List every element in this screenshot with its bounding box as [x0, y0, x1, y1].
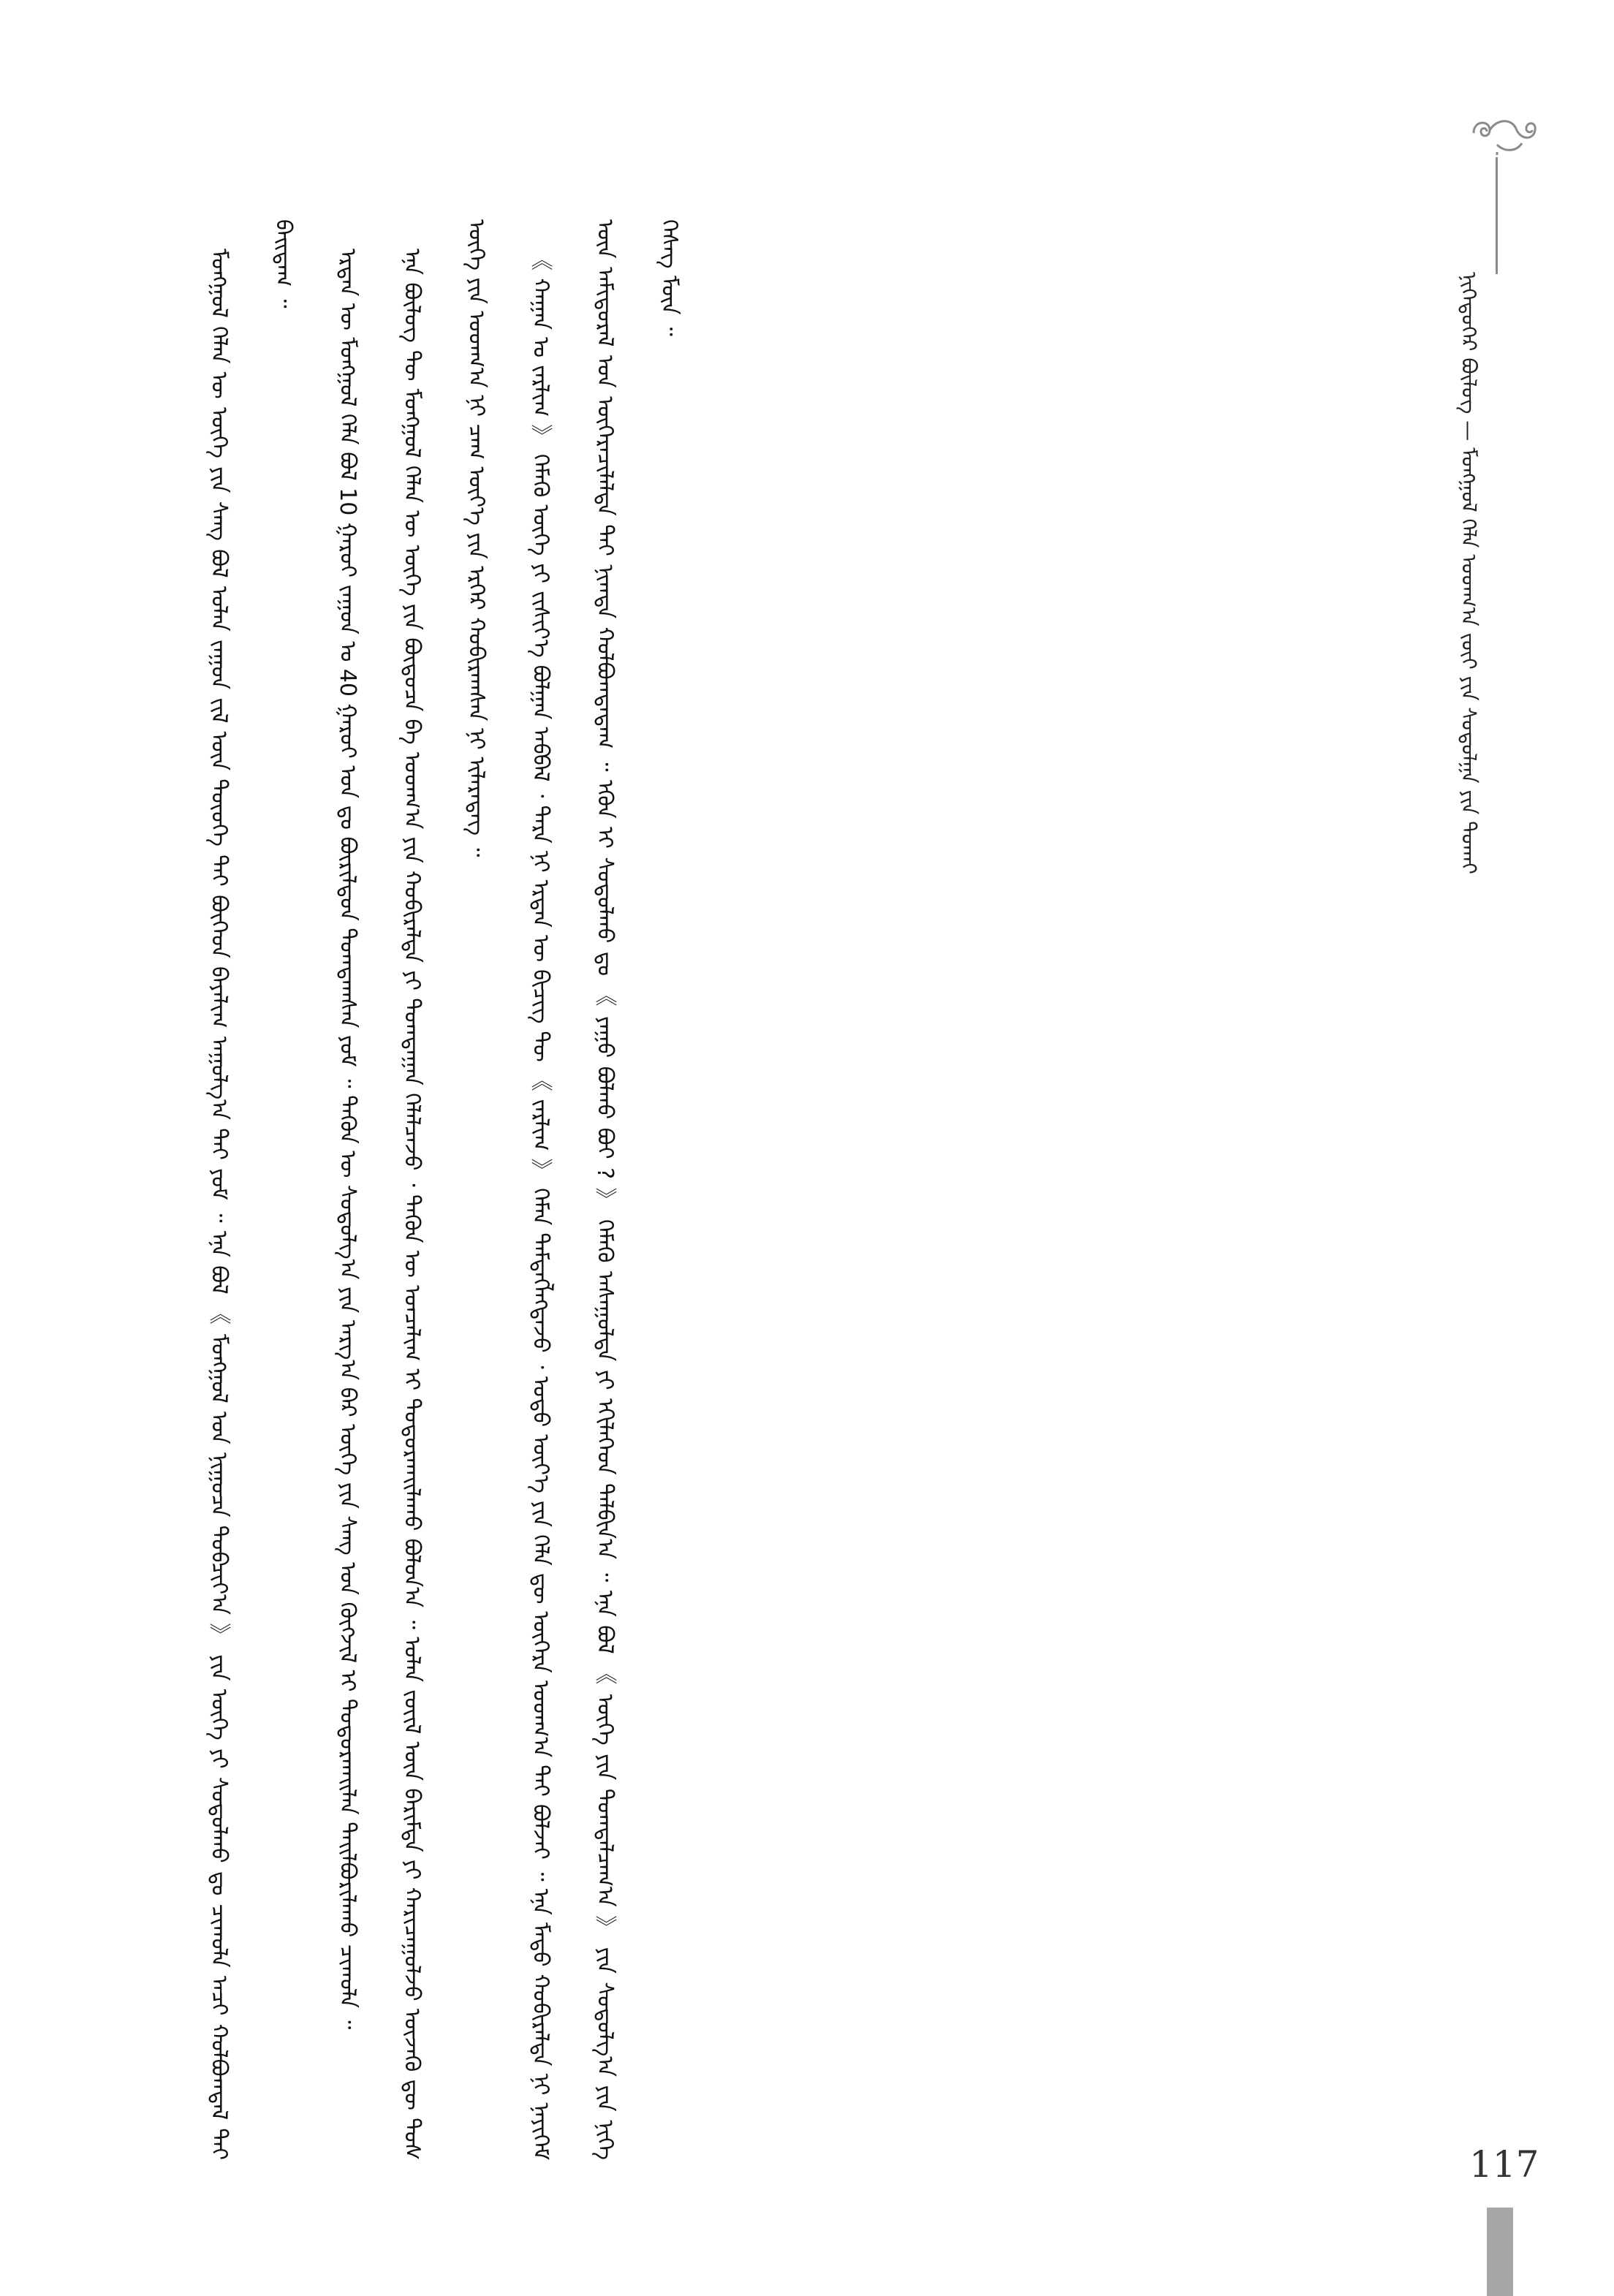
header-ornament-icon — [1468, 111, 1548, 155]
page-side-tab — [1487, 2208, 1513, 2296]
paragraph: 《 ᠬᠠᠭᠠᠨ ᠤ ᠵᠠᠷᠯᠢᠭ 》 ᠬᠡᠮᠡᠬᠦ ᠦᠭᠡ ᠶᠢ ᠵᠢᠱᠢᠶ᠎ᠡ ᠪᠣᠯᠭᠠᠨ ᠠᠪᠪᠠᠯ ᠂ ᠲᠡᠷᠡ ᠨᠢ ᠡᠷᠲᠡᠨ ᠦ ᠪᠢᠴᠢᠭ ᠲᠦ 《 ᠵᠠᠷᠯᠢᠭ 》 ᠬᠡᠮᠡᠨ ᠲᠡᠮᠳᠡᠭᠯᠡᠭᠳᠡᠵᠦ ᠂ ᠣᠳᠣ ᠦᠶ᠎ᠡ ᠶᠢᠨ ᠬᠡᠯᠡ ᠳᠦ ᠥᠭᠡᠷᠡ ᠤᠳᠬ᠎ᠠ ᠲᠠᠢ ᠪᠣᠯᠵᠠᠢ ᠃ ᠡᠨᠡ ᠮᠡᠲᠦ ᠬᠤᠪᠢᠷᠠᠯᠲᠠ ᠨᠢ ᠨᠡᠶᠢᠭᠡᠮ ᠦᠨ ᠠᠮᠢᠳᠤᠷᠠᠯ ᠤᠨ ᠥᠭᠡᠷᠡᠴᠢᠯᠡᠯᠲᠡ ᠲᠠᠢ ᠨᠢᠭᠲᠠ ᠬᠣᠯᠪᠣᠭᠳᠠᠳᠠᠭ ᠃ ᠡᠭᠦᠨ ᠢ ᠰᠤᠳᠤᠯᠬᠤ ᠳᠤ 《 ᠶᠠᠭᠤ ᠪᠣᠯᠬᠤ ᠪᠤᠢ ? 》 ᠬᠡᠮᠡᠬᠦ ᠠᠰᠠᠭᠤᠯᠲᠠ ᠶᠢ ᠡᠬᠢᠯᠡᠭᠡᠳ ᠲᠠᠯᠪᠢᠨ᠎ᠠ ᠃ ᠡᠨᠡ ᠪᠣᠯ 《 ᠦᠭᠡ ᠶᠢᠨ ᠲᠣᠭᠲᠠᠯᠴᠠᠭ᠎ᠠ 》 ᠶᠢᠨ ᠰᠤᠳᠤᠯᠭ᠎ᠠ ᠶᠢᠨ ᠨᠢᠭᠡ ᠬᠡᠰᠡᠭ ᠮᠥᠨ ᠃ — [528, 219, 682, 2160]
header-rule — [1496, 157, 1498, 274]
paragraph: ᠮᠣᠩᠭᠣᠯ ᠬᠡᠯᠡᠨ ᠦ ᠦᠭᠡ ᠶᠢᠨ ᠰᠠᠩ ᠪᠣᠯ ᠣᠯᠠᠨ ᠵᠠᠭᠤᠨ ᠵᠢᠯ ᠦᠨ ᠲᠦᠦᠬᠡ ᠲᠠᠢ ᠪᠥᠭᠡᠳ ᠪᠠᠶᠠᠯᠢᠭ ᠠᠭᠤᠯᠭ᠎ᠠ ᠲᠠᠢ ᠶᠤᠮ ᠃ ᠡᠨᠡ ᠪᠣᠯ 《 ᠮᠣᠩᠭᠣᠯ ᠤᠨ ᠨᠢᠭᠤᠴᠠ ᠲᠣᠪᠴᠢᠶ᠎ᠠ 》 ᠶᠢᠨ ᠦᠭᠡ ᠶᠢ ᠰᠤᠳᠤᠯᠬᠤ ᠳᠤ ᠴᠢᠬᠤᠯᠠ ᠠᠴᠢ ᠬᠣᠯᠪᠣᠭᠳᠠᠯ ᠲᠠᠢ ᠪᠠᠢᠳᠠᠭ ᠃ — [206, 219, 296, 2160]
page-number: 117 — [1469, 2143, 1539, 2186]
running-title: ᠨᠢᠭᠡᠳᠦᠭᠡᠷ ᠪᠦᠯᠦᠭ — ᠮᠣᠩᠭᠣᠯ ᠬᠡᠯᠡ ᠤᠳᠬ᠎ᠠ ᠵᠦᠢ ᠶᠢᠨ ᠰᠤᠳᠤᠯᠭᠠ ᠶᠢᠨ ᠲᠤᠬᠠᠢ — [1457, 272, 1481, 874]
paragraph: ᠡᠷᠲᠡᠨ ᠦ ᠮᠣᠩᠭᠣᠯ ᠬᠡᠯᠡ ᠪᠣᠯ 10 ᠭᠠᠷᠤᠢ ᠵᠠᠭᠤᠨ ᠤ 40 ᠭᠠᠷᠤᠢ ᠣᠨ ᠳᠤ ᠪᠦᠷᠢᠯᠳᠦᠨ ᠲᠣᠭᠲᠠᠭᠰᠠᠨ ᠶᠤᠮ ᠃ ᠲᠡᠭᠦᠨ ᠦ ᠰᠤᠳᠤᠯᠭ᠎ᠠ ᠶᠢᠨ ᠠᠷᠭ᠎ᠠ ᠪᠠᠷ ᠦᠭᠡ ᠶᠢᠨ ᠰᠠᠩ ᠤᠨ ᠬᠥᠭᠵᠢᠯ ᠢ ᠲᠣᠳᠣᠷᠬᠠᠢᠯᠠᠨ ᠲᠠᠢᠯᠪᠤᠷᠢᠯᠠᠬᠤ ᠴᠢᠬᠤᠯᠠ ᠃ — [335, 249, 360, 2030]
paragraph: ᠡᠨᠡ ᠪᠦᠯᠦᠭ ᠲᠦ ᠮᠣᠩᠭᠣᠯ ᠬᠡᠯᠡᠨ ᠦ ᠦᠭᠡ ᠶᠢᠨ ᠪᠦᠲᠦᠴᠡ ᠪᠠ ᠤᠳᠬ᠎ᠠ ᠶᠢᠨ ᠬᠤᠪᠢᠷᠠᠯᠲᠠ ᠶᠢ ᠲᠣᠭᠲᠠᠭᠠᠨ ᠬᠡᠯᠡᠯᠴᠡᠵᠦ ᠂ ᠲᠡᠭᠦᠨ ᠦ ᠣᠨᠴᠠᠯᠢᠭ ᠢ ᠲᠣᠳᠣᠷᠬᠠᠢᠯᠠᠬᠤ ᠪᠣᠯᠤᠨ᠎ᠠ ᠃ ᠣᠯᠠᠨ ᠵᠦᠢᠯ ᠦᠨ ᠪᠠᠷᠢᠮᠲᠠ ᠶᠢ ᠬᠠᠷᠢᠴᠠᠭᠤᠯᠵᠤ ᠦᠵᠡᠬᠦ ᠳᠦ ᠲᠤᠰ ᠦᠭᠡ ᠶᠢᠨ ᠤᠳᠬ᠎ᠠ ᠨᠢ ᠴᠠᠭ ᠦᠶ᠎ᠡ ᠶᠢᠨ ᠡᠷᠬᠡᠷ ᠬᠤᠪᠢᠷᠠᠭᠰᠠᠨ ᠨᠢ ᠢᠯᠡᠷᠡᠳᠡᠭ ᠃ — [399, 219, 489, 2160]
main-text — [186, 219, 1422, 2160]
